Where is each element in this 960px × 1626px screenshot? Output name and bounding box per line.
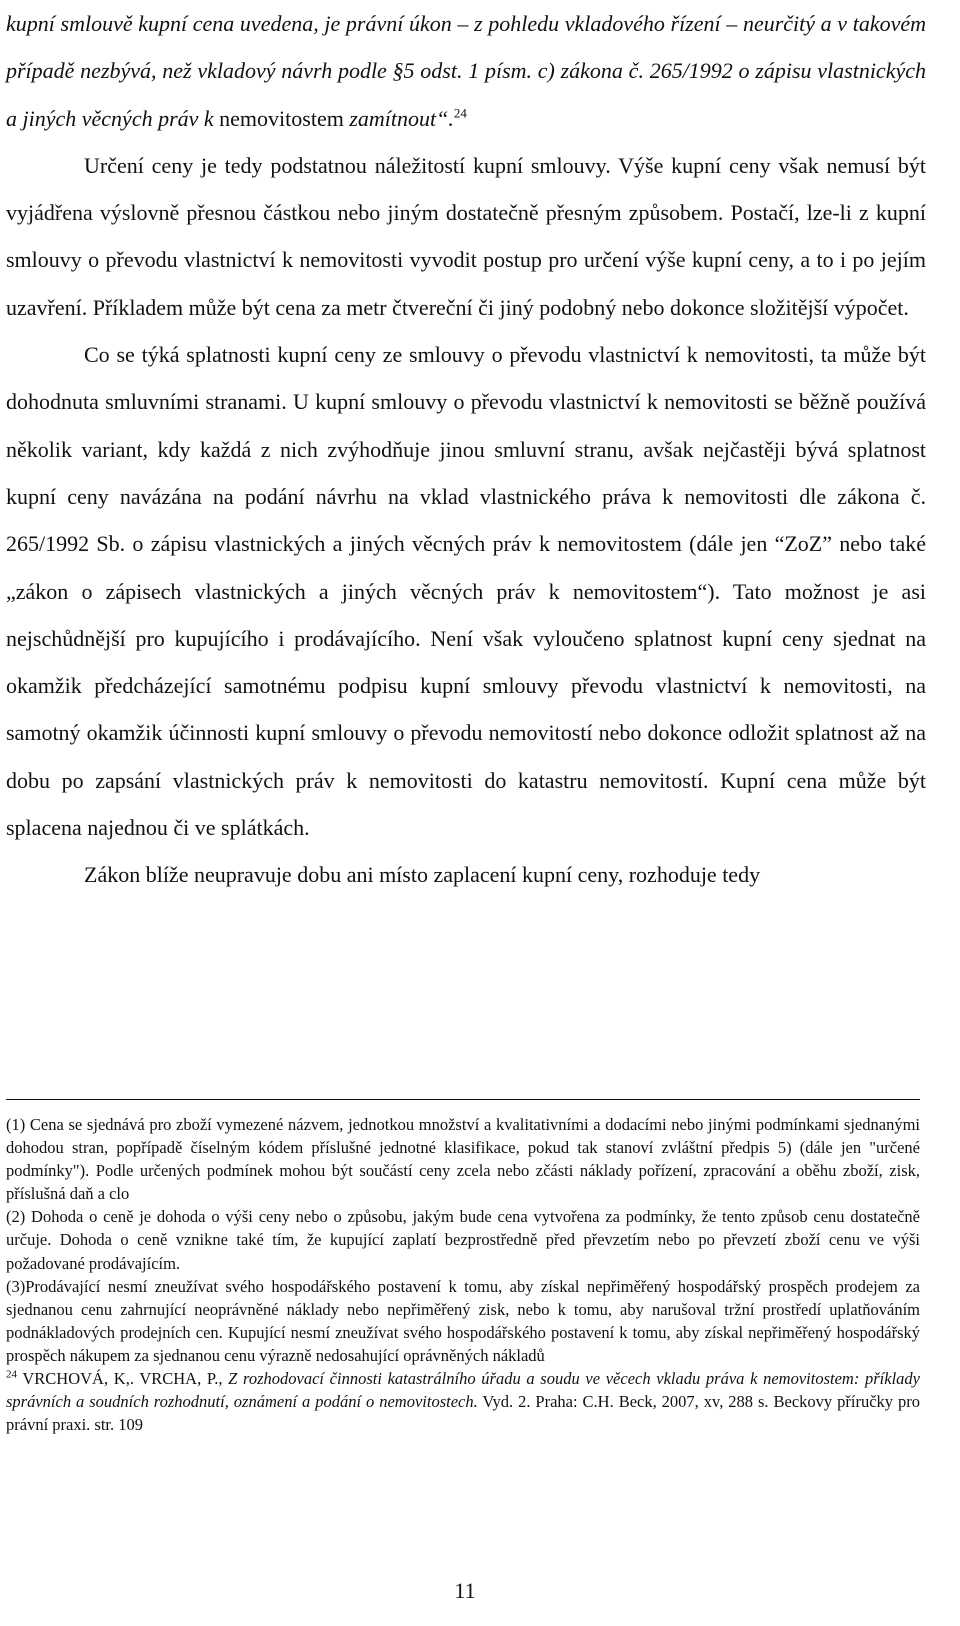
footnote-authors: VRCHOVÁ, K,. VRCHA, P., (17, 1369, 229, 1389)
paragraph-payment-maturity: Co se týká splatnosti kupní ceny ze smlouvy o převodu vlastnictví k nemovitosti, ta může být dohodnuta smluvními stranami. U kupní smlouvy o převodu vlastnictví k nemovitosti se běžně používá několik variant, kdy každá z nich zvýhodňuje jinou smluvní stranu, avšak nejčastěji bývá splatnost kupní ceny navázána na podání návrhu na vklad vlastnického práva k nemovitosti dle zákona č. 265/1992 Sb. o zápisu vlastnických a jiných věcných práv k nemovitostem (dále jen “ZoZ” nebo také „zákon o zápisech vlastnických a jiných věcných práv k nemovitostem“). Tato možnost je asi nejschůdnější pro kupujícího i prodávajícího. Není však vyloučeno splatnost kupní ceny sjednat na okamžik předcházející samotnému podpisu kupní smlouvy převodu vlastnictví k nemovitosti, na samotný okamžik účinnosti kupní smlouvy o převodu nemovitostí nebo dokonce odložit splatnost až na dobu po zapsání vlastnických práv k nemovitosti do katastru nemovitostí. Kupní cena může být splacena najednou či ve splátkách. (6, 342, 926, 841)
footnote-number: 24 (6, 1368, 17, 1381)
paragraph-quote-continuation (6, 0, 926, 142)
footnote-24 (6, 1367, 920, 1436)
page-number: 11 (454, 1578, 476, 1603)
quote-end-text: zamítnout“. (349, 105, 454, 131)
footnote-1: (1) Cena se sjednává pro zboží vymezené názvem, jednotkou množství a kvalitativními a dodacími nebo jinými podmínkami sjednanými dohodou stran, popřípadě číselným kódem příslušné jednotné klasifikace, pokud tak stanoví zvláštní předpis 5) (dále jen "určené podmínky"). Podle určených podmínek mohou být součástí ceny zcela nebo zčásti náklady pořízení, zpracování a oběhu zboží, zisk, příslušná daň a clo (6, 1115, 920, 1204)
quote-text: kupní smlouvě kupní cena uvedena, je právní úkon – z pohledu vkladového řízení – neurčitý a v takovém případě nezbývá, než vkladový návrh podle §5 odst. 1 písm. c) zákona č. 265/1992 o zápisu vlastnických a jiných věcných práv k (6, 11, 926, 131)
footnote-separator (6, 1099, 920, 1100)
footnote-3: (3)Prodávající nesmí zneužívat svého hospodářského postavení k tomu, aby získal nepřiměřený hospodářský prospěch prodejem za sjednanou cenu zahrnující neoprávněné náklady nebo nepřiměřený zisk, nebo k tomu, aby narušoval tržní prostředí uplatňováním podnákladových prodejních cen. Kupující nesmí zneužívat svého hospodářského postavení k tomu, aby získal nepřiměřený hospodářský prospěch nákupem za sjednanou cenu výrazně nedosahující oprávněných nákladů (6, 1276, 920, 1365)
paragraph-price-determination: Určení ceny je tedy podstatnou náležitostí kupní smlouvy. Výše kupní ceny však nemusí být vyjádřena výslovně přesnou částkou nebo jiným dostatečně přesným způsobem. Postačí, lze-li z kupní smlouvy o převodu vlastnictví k nemovitosti vyvodit postup pro určení výše kupní ceny, a to i po jejím uzavření. Příkladem může být cena za metr čtvereční či jiný podobný nebo dokonce složitější výpočet. (6, 152, 926, 320)
paragraph-law-unspecified: Zákon blíže neupravuje dobu ani místo zaplacení kupní ceny, rozhoduje tedy (84, 862, 761, 888)
footnote-citation-rest: Vyd. 2. Praha: C.H. Beck, 2007, xv, 288 s. Beckovy příručky pro právní praxi. str. 109 (6, 1392, 920, 1435)
body-text (6, 0, 926, 899)
footnote-2: (2) Dohoda o ceně je dohoda o výši ceny nebo o způsobu, jakým bude cena vytvořena za podmínky, že tento způsob cenu dostatečně určuje. Dohoda o ceně vznikne také tím, že kupující zaplatí bezprostředně před převzetím nebo po převzetí zboží cenu ve výši požadované prodávajícím. (6, 1207, 920, 1273)
footnote-ref-24[interactable]: 24 (453, 105, 467, 121)
footnotes (6, 1113, 920, 1436)
footnote-book-title: Z rozhodovací činnosti katastrálního úřadu a soudu ve věcech vkladu práva k nemovitostem: příklady správních a soudních rozhodnutí, oznámení a podání o nemovitostech. (6, 1369, 920, 1412)
quote-plain-text: nemovitostem (213, 105, 350, 131)
